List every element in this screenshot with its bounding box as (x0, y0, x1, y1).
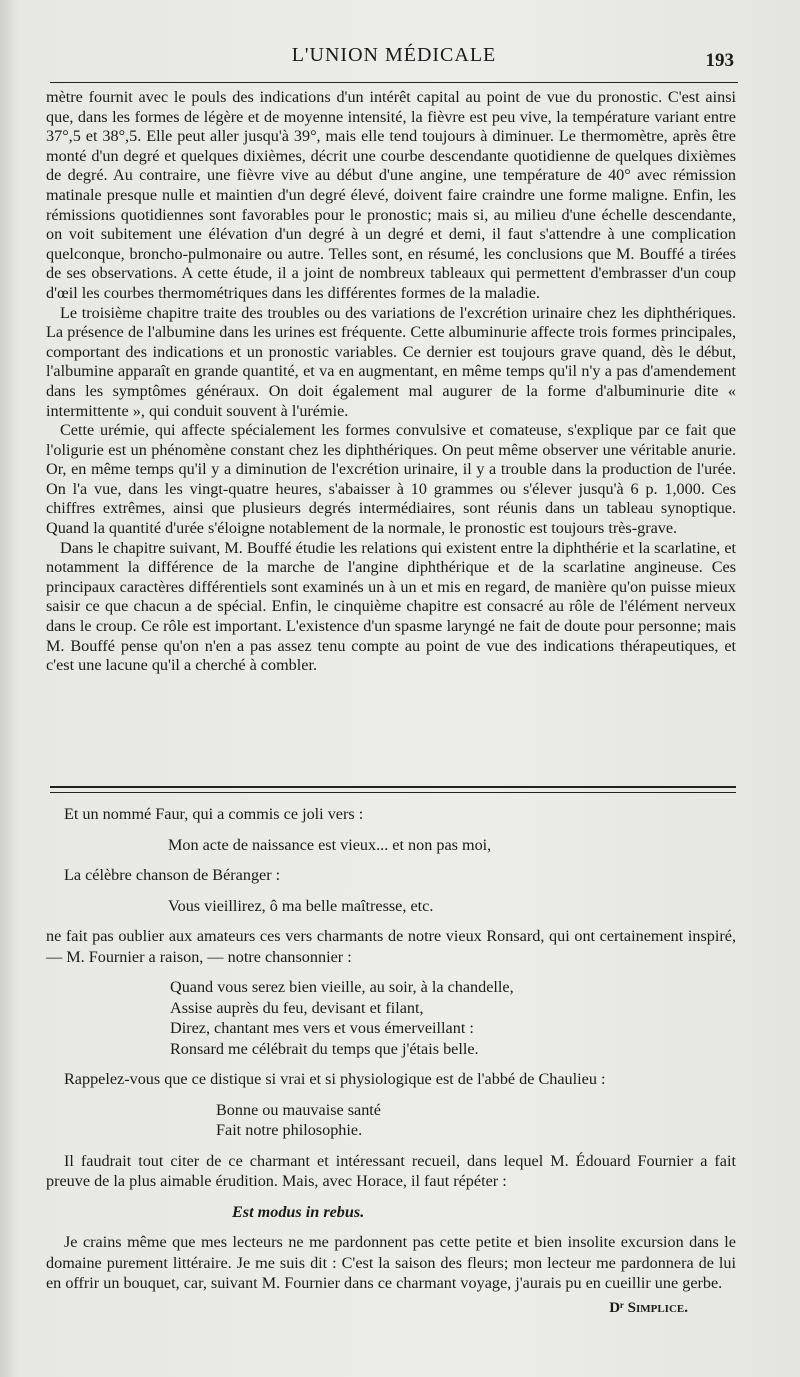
verse-line: Direz, chantant mes vers et vous émerveillant : (170, 1019, 474, 1037)
article-body (46, 88, 736, 676)
header-rule (50, 82, 738, 83)
section-divider (50, 786, 736, 793)
verse-line: Assise auprès du feu, devisant et filant, (170, 998, 424, 1017)
verse-line: Ronsard me célébrait du temps que j'étais belle. (170, 1039, 479, 1058)
verse-line: Vous vieillirez, ô ma belle maîtresse, etc. (168, 896, 434, 915)
feuilleton-paragraph: Je crains même que mes lecteurs ne me pardonnent pas cette petite et bien insolite excursion dans le domaine purement littéraire. Je me suis dit : C'est la saison des fleurs; mon lecteur me pardonnera de lui en offrir un bouquet, car, suivant M. Fournier dans ce charmant voyage, j'aurais pu en cueillir une gerbe. (46, 1233, 736, 1292)
verse-line: Bonne ou mauvaise santé (216, 1100, 381, 1119)
chaulieu-verse (46, 1100, 736, 1141)
article-paragraph: Dans le chapitre suivant, M. Bouffé étudie les relations qui existent entre la diphthérie et la scarlatine, et notamment la différence de la marche de l'angine diphthérique et de la scarlatine angineuse. Ces principaux caractères différentiels sont examinés un à un et mis en regard, de manière qu'on puisse mieux saisir ce que chacun a de spécial. Enfin, le cinquième chapitre est consacré au rôle de l'élément nerveux dans le croup. Ce rôle est important. L'existence d'un spasme laryngé ne fait de doute pour personne; mais M. Bouffé pense qu'on n'en a pas assez tenu compte au point de vue des indications thérapeutiques, et c'est une lacune qu'il a cherché à combler. (46, 538, 736, 675)
ronsard-verse (46, 977, 736, 1059)
author-signature: Dʳ Simplice. (609, 1299, 688, 1316)
verse-quote (46, 896, 736, 917)
verse-line: Quand vous serez bien vieille, au soir, à la chandelle, (170, 978, 514, 996)
feuilleton-paragraph: Rappelez-vous que ce distique si vrai et si physiologique est de l'abbé de Chaulieu : (64, 1070, 606, 1088)
page-header (44, 40, 744, 84)
verse-line: Fait notre philosophie. (216, 1121, 363, 1139)
latin-motto: Est modus in rebus. (232, 1202, 365, 1221)
article-paragraph: mètre fournit avec le pouls des indications d'un intérêt capital au point de vue du pronostic. C'est ainsi que, dans les formes de légère et de moyenne intensité, la fièvre est peu vive, la température variant entre 37°,5 et 38°,5. Elle peut aller jusqu'à 39°, mais elle tend toujours à diminuer. Le thermomètre, après être monté d'un degré et quelques dixièmes, décrit une courbe descendante quotidienne de quelques dixièmes de degré. Au contraire, une fièvre vive au début d'une angine, une température de 40° avec rémission matinale presque nulle et maintien d'un degré élevé, doivent faire craindre une forme maligne. Enfin, les rémissions quotidiennes sont favorables pour le pronostic; mais si, au milieu d'une échelle descendante, on voit subitement une élévation d'un degré à un degré et demi, il faut s'attendre à une complication quelconque, broncho-pulmonaire ou autre. Telles sont, en résumé, les conclusions que M. Bouffé a tirées de ses observations. A cette étude, il a joint de nombreux tableaux qui permettent d'embrasser d'un coup d'œil les courbes thermométriques dans les différentes formes de la maladie. (46, 88, 736, 302)
journal-title: L'UNION MÉDICALE (291, 44, 497, 66)
feuilleton-section (46, 804, 736, 1318)
feuilleton-paragraph: Il faudrait tout citer de ce charmant et intéressant recueil, dans lequel M. Édouard Fournier a fait preuve de la plus aimable érudition. Mais, avec Horace, il faut répéter : (46, 1151, 736, 1190)
feuilleton-paragraph: Et un nommé Faur, qui a commis ce joli vers : (64, 805, 364, 823)
page-number: 193 (705, 50, 734, 71)
verse-line: Mon acte de naissance est vieux... et non pas moi, (168, 835, 492, 854)
feuilleton-paragraph: La célèbre chanson de Béranger : (64, 866, 281, 884)
verse-quote (46, 835, 736, 856)
article-paragraph: Le troisième chapitre traite des troubles ou des variations de l'excrétion urinaire chez les diphthériques. La présence de l'albumine dans les urines est fréquente. Cette albuminurie affecte trois formes principales, comportant des indications et un pronostic variables. Ce dernier est toujours grave quand, dès le début, l'albumine apparaît en grande quantité, et va en augmentant, en même temps qu'il n'y a pas d'amendement dans les symptômes généraux. On doit également mal augurer de la forme d'albuminurie dite « intermittente », qui conduit souvent à l'urémie. (46, 303, 736, 420)
feuilleton-paragraph: ne fait pas oublier aux amateurs ces vers charmants de notre vieux Ronsard, qui ont certainement inspiré, — M. Fournier a raison, — notre chansonnier : (46, 927, 736, 966)
article-paragraph: Cette urémie, qui affecte spécialement les formes convulsive et comateuse, s'explique par ce fait que l'oligurie est un phénomène constant chez les diphthériques. On peut même observer une véritable anurie. Or, en même temps qu'il y a diminution de l'excrétion urinaire, il y a trouble dans la production de l'urée. On l'a vue, dans les vingt-quatre heures, s'abaisser à 10 grammes ou s'élever jusqu'à 6 p. 1,000. Ces chiffres extrêmes, ainsi que plusieurs degrés intermédiaires, sont réunis dans un tableau synoptique. Quand la quantité d'urée s'éloigne notablement de la normale, le pronostic est toujours très-grave. (46, 421, 736, 538)
